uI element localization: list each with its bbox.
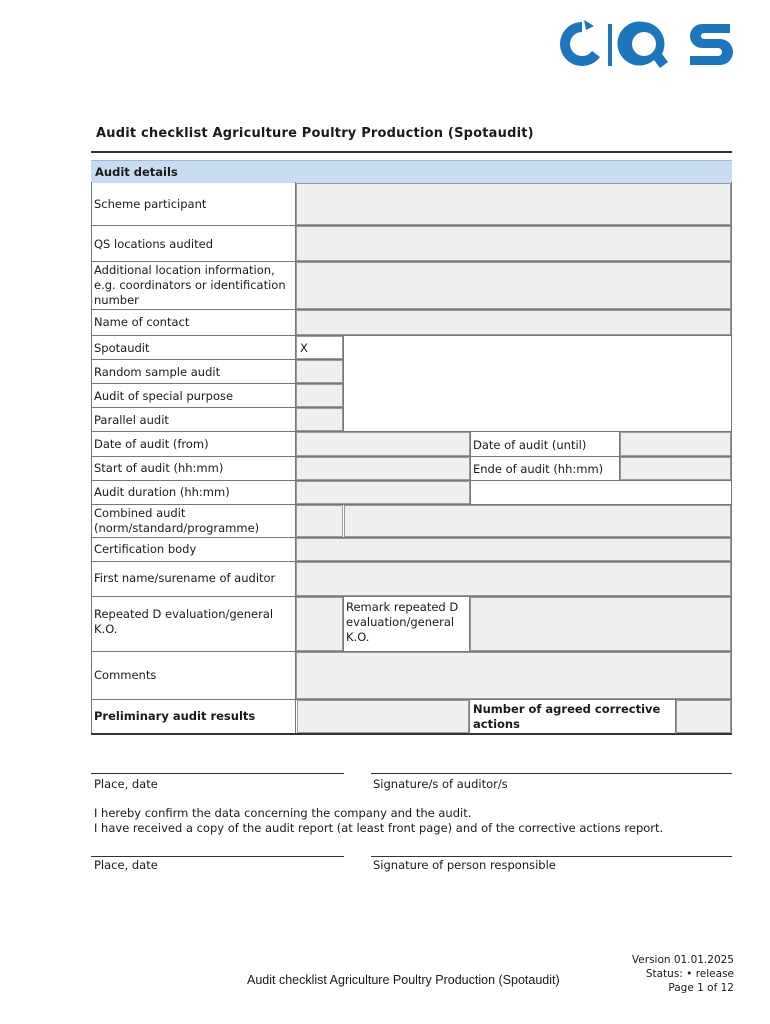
label-name-of-contact: Name of contact (94, 315, 190, 329)
column-divider (469, 699, 470, 734)
combined-audit-field[interactable] (344, 505, 731, 537)
label-audit-duration: Audit duration (hh:mm) (94, 485, 230, 499)
label-end-of-audit: Ende of audit (hh:mm) (473, 462, 604, 476)
audit-duration-field[interactable] (296, 481, 470, 504)
place-date-line-2[interactable] (91, 856, 344, 857)
combined-audit-checkbox[interactable] (296, 505, 343, 537)
footer-title: Audit checklist Agriculture Poultry Production (Spotaudit) (247, 973, 560, 987)
label-additional-location: Additional location information, e.g. coordinators or identification number (94, 263, 286, 307)
corrective-actions-field[interactable] (676, 700, 731, 733)
parallel-audit-checkbox[interactable] (296, 408, 343, 431)
label-responsible-signature: Signature of person responsible (373, 858, 556, 872)
footer-status: Status: • release (645, 968, 734, 980)
checkbox-column-divider (343, 335, 344, 431)
start-of-audit-field[interactable] (296, 457, 470, 480)
title-divider (91, 151, 732, 153)
confirmation-line-1: I hereby confirm the data concerning the company and the audit. (94, 806, 472, 820)
date-until-field[interactable] (620, 432, 731, 456)
label-qs-locations: QS locations audited (94, 237, 213, 251)
label-date-from: Date of audit (from) (94, 437, 209, 451)
end-of-audit-field[interactable] (620, 457, 731, 480)
comments-field[interactable] (296, 652, 731, 699)
additional-location-field[interactable] (296, 262, 731, 309)
label-comments: Comments (94, 668, 157, 682)
label-combined-audit: Combined audit (norm/standard/programme) (94, 506, 260, 535)
document-title: Audit checklist Agriculture Poultry Production (Spotaudit) (96, 126, 534, 141)
label-place-date-2: Place, date (94, 858, 158, 872)
section-header (91, 160, 732, 183)
label-spotaudit: Spotaudit (94, 341, 150, 355)
responsible-signature-line[interactable] (371, 856, 732, 857)
label-auditor-signature: Signature/s of auditor/s (373, 777, 508, 791)
auditor-name-field[interactable] (296, 562, 731, 596)
date-from-field[interactable] (296, 432, 470, 456)
remark-repeated-d-field[interactable] (470, 597, 731, 651)
label-certification-body: Certification body (94, 542, 197, 556)
confirmation-line-2: I have received a copy of the audit report (at least front page) and of the corrective actions report. (94, 821, 664, 835)
place-date-line-1[interactable] (91, 773, 344, 774)
name-of-contact-field[interactable] (296, 310, 731, 335)
spotaudit-mark: X (300, 341, 308, 355)
scheme-participant-field[interactable] (296, 183, 731, 225)
preliminary-results-field[interactable] (297, 700, 469, 733)
spotaudit-checkbox[interactable] (296, 336, 343, 359)
label-corrective-actions: Number of agreed corrective actions (473, 702, 661, 731)
footer-version: Version 01.01.2025 (631, 954, 734, 966)
label-parallel-audit: Parallel audit (94, 413, 169, 427)
certification-body-field[interactable] (296, 538, 731, 561)
qs-logo (552, 14, 734, 74)
label-repeated-d: Repeated D evaluation/general K.O. (94, 607, 274, 636)
label-place-date-1: Place, date (94, 777, 158, 791)
footer-page-number: Page 1 of 12 (668, 982, 734, 994)
random-sample-checkbox[interactable] (296, 360, 343, 383)
auditor-signature-line[interactable] (371, 773, 732, 774)
column-divider (343, 596, 344, 651)
label-preliminary-results: Preliminary audit results (94, 709, 256, 723)
row-divider (91, 335, 732, 336)
label-special-purpose: Audit of special purpose (94, 389, 234, 403)
special-purpose-checkbox[interactable] (296, 384, 343, 407)
column-divider (470, 431, 471, 504)
footer-meta (632, 953, 734, 995)
section-header-label: Audit details (95, 165, 178, 179)
table-bottom-border (91, 733, 732, 735)
label-random-sample: Random sample audit (94, 365, 221, 379)
label-start-of-audit: Start of audit (hh:mm) (94, 461, 224, 475)
label-remark-repeated-d: Remark repeated D evaluation/general K.O. (346, 600, 459, 644)
label-scheme-participant: Scheme participant (94, 197, 207, 211)
label-auditor-name: First name/surename of auditor (94, 571, 276, 585)
label-date-until: Date of audit (until) (473, 438, 587, 452)
repeated-d-checkbox[interactable] (296, 597, 343, 651)
qs-locations-field[interactable] (296, 226, 731, 261)
